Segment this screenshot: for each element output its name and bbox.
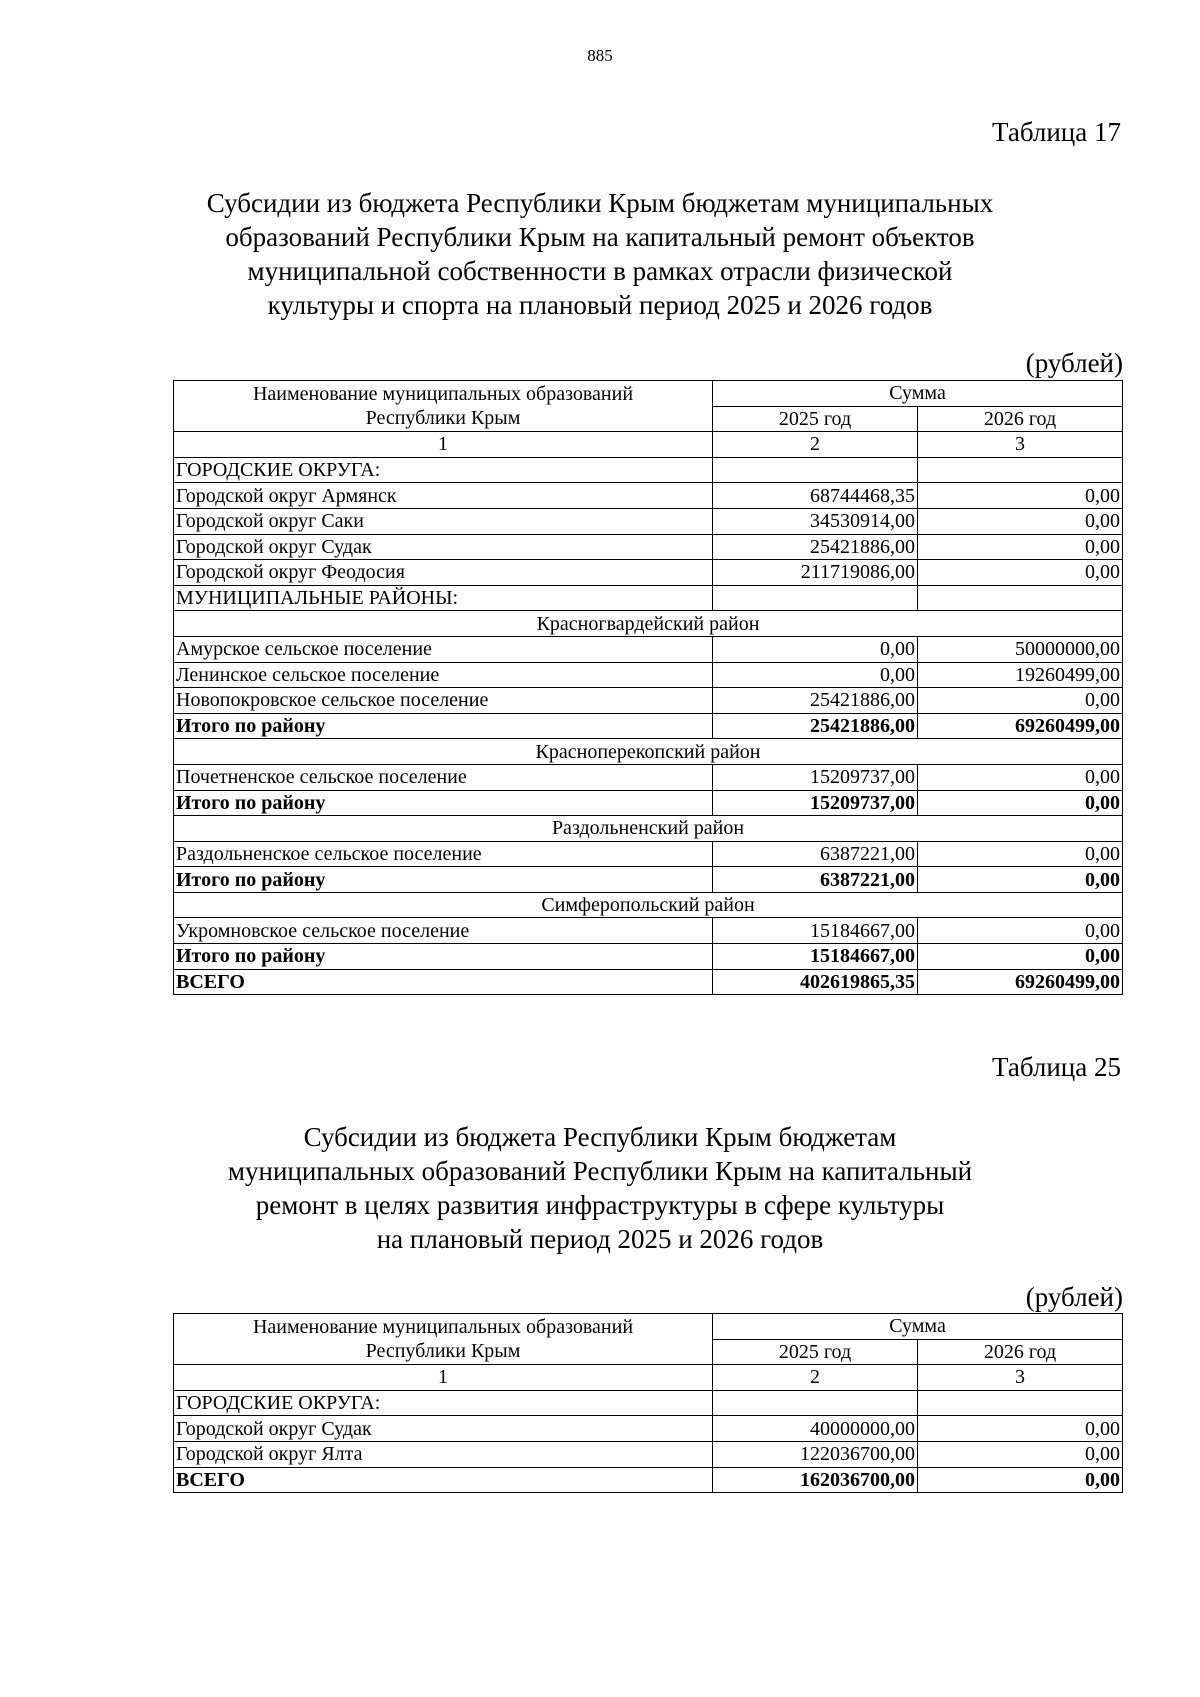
- total-value-2025: 15184667,00: [713, 944, 918, 970]
- district-row: [174, 611, 1123, 637]
- grand-total-label: ВСЕГО: [174, 1467, 713, 1493]
- row-name: Городской округ Ялта: [174, 1441, 713, 1467]
- table25-title: [150, 1120, 1050, 1256]
- total-label: Итого по району: [174, 944, 713, 970]
- district-total-row: [174, 867, 1123, 893]
- table17-title-line: образований Республики Крым на капитальный ремонт объектов: [225, 222, 975, 252]
- table17: [173, 380, 1123, 995]
- district-row: [174, 816, 1123, 842]
- section-row: [174, 457, 1123, 483]
- row-name: Раздольненское сельское поселение: [174, 841, 713, 867]
- district-row: [174, 892, 1123, 918]
- row-name: Новопокровское сельское поселение: [174, 688, 713, 714]
- table17-title-line: Субсидии из бюджета Республики Крым бюджетам муниципальных: [206, 188, 994, 218]
- row-value-2025: 0,00: [713, 662, 918, 688]
- grand-total-2025: 162036700,00: [713, 1467, 918, 1493]
- table-row: [174, 841, 1123, 867]
- row-value-2025: 122036700,00: [713, 1441, 918, 1467]
- table17-title-line: культуры и спорта на плановый период 2025 и 2026 годов: [267, 290, 933, 320]
- district-name: Красногвардейский район: [174, 611, 1123, 637]
- table25-title-line: на плановый период 2025 и 2026 годов: [376, 1224, 824, 1254]
- district-total-row: [174, 713, 1123, 739]
- table-row: [174, 483, 1123, 509]
- section-heading: МУНИЦИПАЛЬНЫЕ РАЙОНЫ:: [174, 585, 713, 611]
- table-header-row: [174, 381, 1123, 407]
- row-value-2026: 0,00: [918, 560, 1123, 586]
- column-number: 2: [713, 1365, 918, 1391]
- row-value-2026: 19260499,00: [918, 662, 1123, 688]
- table-row: [174, 764, 1123, 790]
- table17-units: (рублей): [1025, 348, 1123, 378]
- row-value-2025: 6387221,00: [713, 841, 918, 867]
- row-value-2026: 0,00: [918, 841, 1123, 867]
- column-number-row: [174, 1365, 1123, 1391]
- column-number: 1: [174, 432, 713, 458]
- row-value-2025: 68744468,35: [713, 483, 918, 509]
- header-year-2025: 2025 год: [713, 406, 918, 432]
- grand-total-2026: 69260499,00: [918, 969, 1123, 995]
- column-number: 1: [174, 1365, 713, 1391]
- section-heading: ГОРОДСКИЕ ОКРУГА:: [174, 457, 713, 483]
- header-year-2025: 2025 год: [713, 1339, 918, 1365]
- table-row: [174, 636, 1123, 662]
- grand-total-2026: 0,00: [918, 1467, 1123, 1493]
- table-row: [174, 534, 1123, 560]
- total-label: Итого по району: [174, 867, 713, 893]
- row-name: Городской округ Армянск: [174, 483, 713, 509]
- table17-title: [150, 186, 1050, 322]
- total-value-2026: 0,00: [918, 944, 1123, 970]
- header-year-2026: 2026 год: [918, 406, 1123, 432]
- row-name: Ленинское сельское поселение: [174, 662, 713, 688]
- table25-title-line: Субсидии из бюджета Республики Крым бюджетам: [303, 1122, 897, 1152]
- row-value-2026: 50000000,00: [918, 636, 1123, 662]
- row-value-2025: 40000000,00: [713, 1416, 918, 1442]
- total-value-2025: 15209737,00: [713, 790, 918, 816]
- table-row: [174, 688, 1123, 714]
- table-row: [174, 1441, 1123, 1467]
- total-value-2026: 0,00: [918, 790, 1123, 816]
- table17-title-line: муниципальной собственности в рамках отрасли физической: [247, 256, 953, 286]
- header-name-cell: [174, 1314, 713, 1365]
- row-value-2025: 25421886,00: [713, 688, 918, 714]
- row-value-2025: 34530914,00: [713, 508, 918, 534]
- header-name-line: Наименование муниципальных образований: [252, 1316, 634, 1339]
- district-row: [174, 739, 1123, 765]
- table-row: [174, 508, 1123, 534]
- row-value-2025: 15209737,00: [713, 764, 918, 790]
- table25: [173, 1313, 1123, 1493]
- table-row: [174, 1416, 1123, 1442]
- district-name: Красноперекопский район: [174, 739, 1123, 765]
- district-total-row: [174, 944, 1123, 970]
- table17-label: Таблица 17: [992, 117, 1121, 147]
- row-value-2026: 0,00: [918, 483, 1123, 509]
- table25-label: Таблица 25: [992, 1052, 1121, 1082]
- column-number: 2: [713, 432, 918, 458]
- district-name: Раздольненский район: [174, 816, 1123, 842]
- total-value-2025: 25421886,00: [713, 713, 918, 739]
- table-row: [174, 662, 1123, 688]
- table25-title-line: ремонт в целях развития инфраструктуры в сфере культуры: [255, 1190, 945, 1220]
- row-value-2026: 0,00: [918, 764, 1123, 790]
- district-name: Симферопольский район: [174, 892, 1123, 918]
- row-value-2026: 0,00: [918, 1416, 1123, 1442]
- row-value-2025: 25421886,00: [713, 534, 918, 560]
- header-name-cell: [174, 381, 713, 432]
- row-value-2026: 0,00: [918, 508, 1123, 534]
- column-number: 3: [918, 1365, 1123, 1391]
- row-value-2025: 0,00: [713, 636, 918, 662]
- grand-total-2025: 402619865,35: [713, 969, 918, 995]
- row-name: Городской округ Судак: [174, 534, 713, 560]
- row-value-2025: 211719086,00: [713, 560, 918, 586]
- table-row: [174, 918, 1123, 944]
- grand-total-row: [174, 969, 1123, 995]
- section-heading: ГОРОДСКИЕ ОКРУГА:: [174, 1390, 713, 1416]
- row-value-2026: 0,00: [918, 534, 1123, 560]
- header-sum-cell: Сумма: [713, 1314, 1123, 1340]
- section-row: [174, 585, 1123, 611]
- total-value-2026: 0,00: [918, 867, 1123, 893]
- row-name: Амурское сельское поселение: [174, 636, 713, 662]
- header-name-line: Республики Крым: [365, 1340, 521, 1363]
- total-value-2026: 69260499,00: [918, 713, 1123, 739]
- section-row: [174, 1390, 1123, 1416]
- header-name-line: Республики Крым: [365, 407, 521, 430]
- column-number-row: [174, 432, 1123, 458]
- row-value-2025: 15184667,00: [713, 918, 918, 944]
- header-sum-cell: Сумма: [713, 381, 1123, 407]
- header-name-line: Наименование муниципальных образований: [252, 383, 634, 406]
- row-value-2026: 0,00: [918, 1441, 1123, 1467]
- grand-total-row: [174, 1467, 1123, 1493]
- row-value-2026: 0,00: [918, 918, 1123, 944]
- total-label: Итого по району: [174, 790, 713, 816]
- row-value-2026: 0,00: [918, 688, 1123, 714]
- row-name: Городской округ Судак: [174, 1416, 713, 1442]
- header-year-2026: 2026 год: [918, 1339, 1123, 1365]
- table25-units: (рублей): [1025, 1282, 1123, 1312]
- row-name: Почетненское сельское поселение: [174, 764, 713, 790]
- table-header-row: [174, 1314, 1123, 1340]
- total-label: Итого по району: [174, 713, 713, 739]
- page-number: 885: [587, 46, 613, 65]
- district-total-row: [174, 790, 1123, 816]
- column-number: 3: [918, 432, 1123, 458]
- row-name: Укромновское сельское поселение: [174, 918, 713, 944]
- total-value-2025: 6387221,00: [713, 867, 918, 893]
- row-name: Городской округ Феодосия: [174, 560, 713, 586]
- table-row: [174, 560, 1123, 586]
- row-name: Городской округ Саки: [174, 508, 713, 534]
- table25-title-line: муниципальных образований Республики Крым на капитальный: [227, 1156, 973, 1186]
- grand-total-label: ВСЕГО: [174, 969, 713, 995]
